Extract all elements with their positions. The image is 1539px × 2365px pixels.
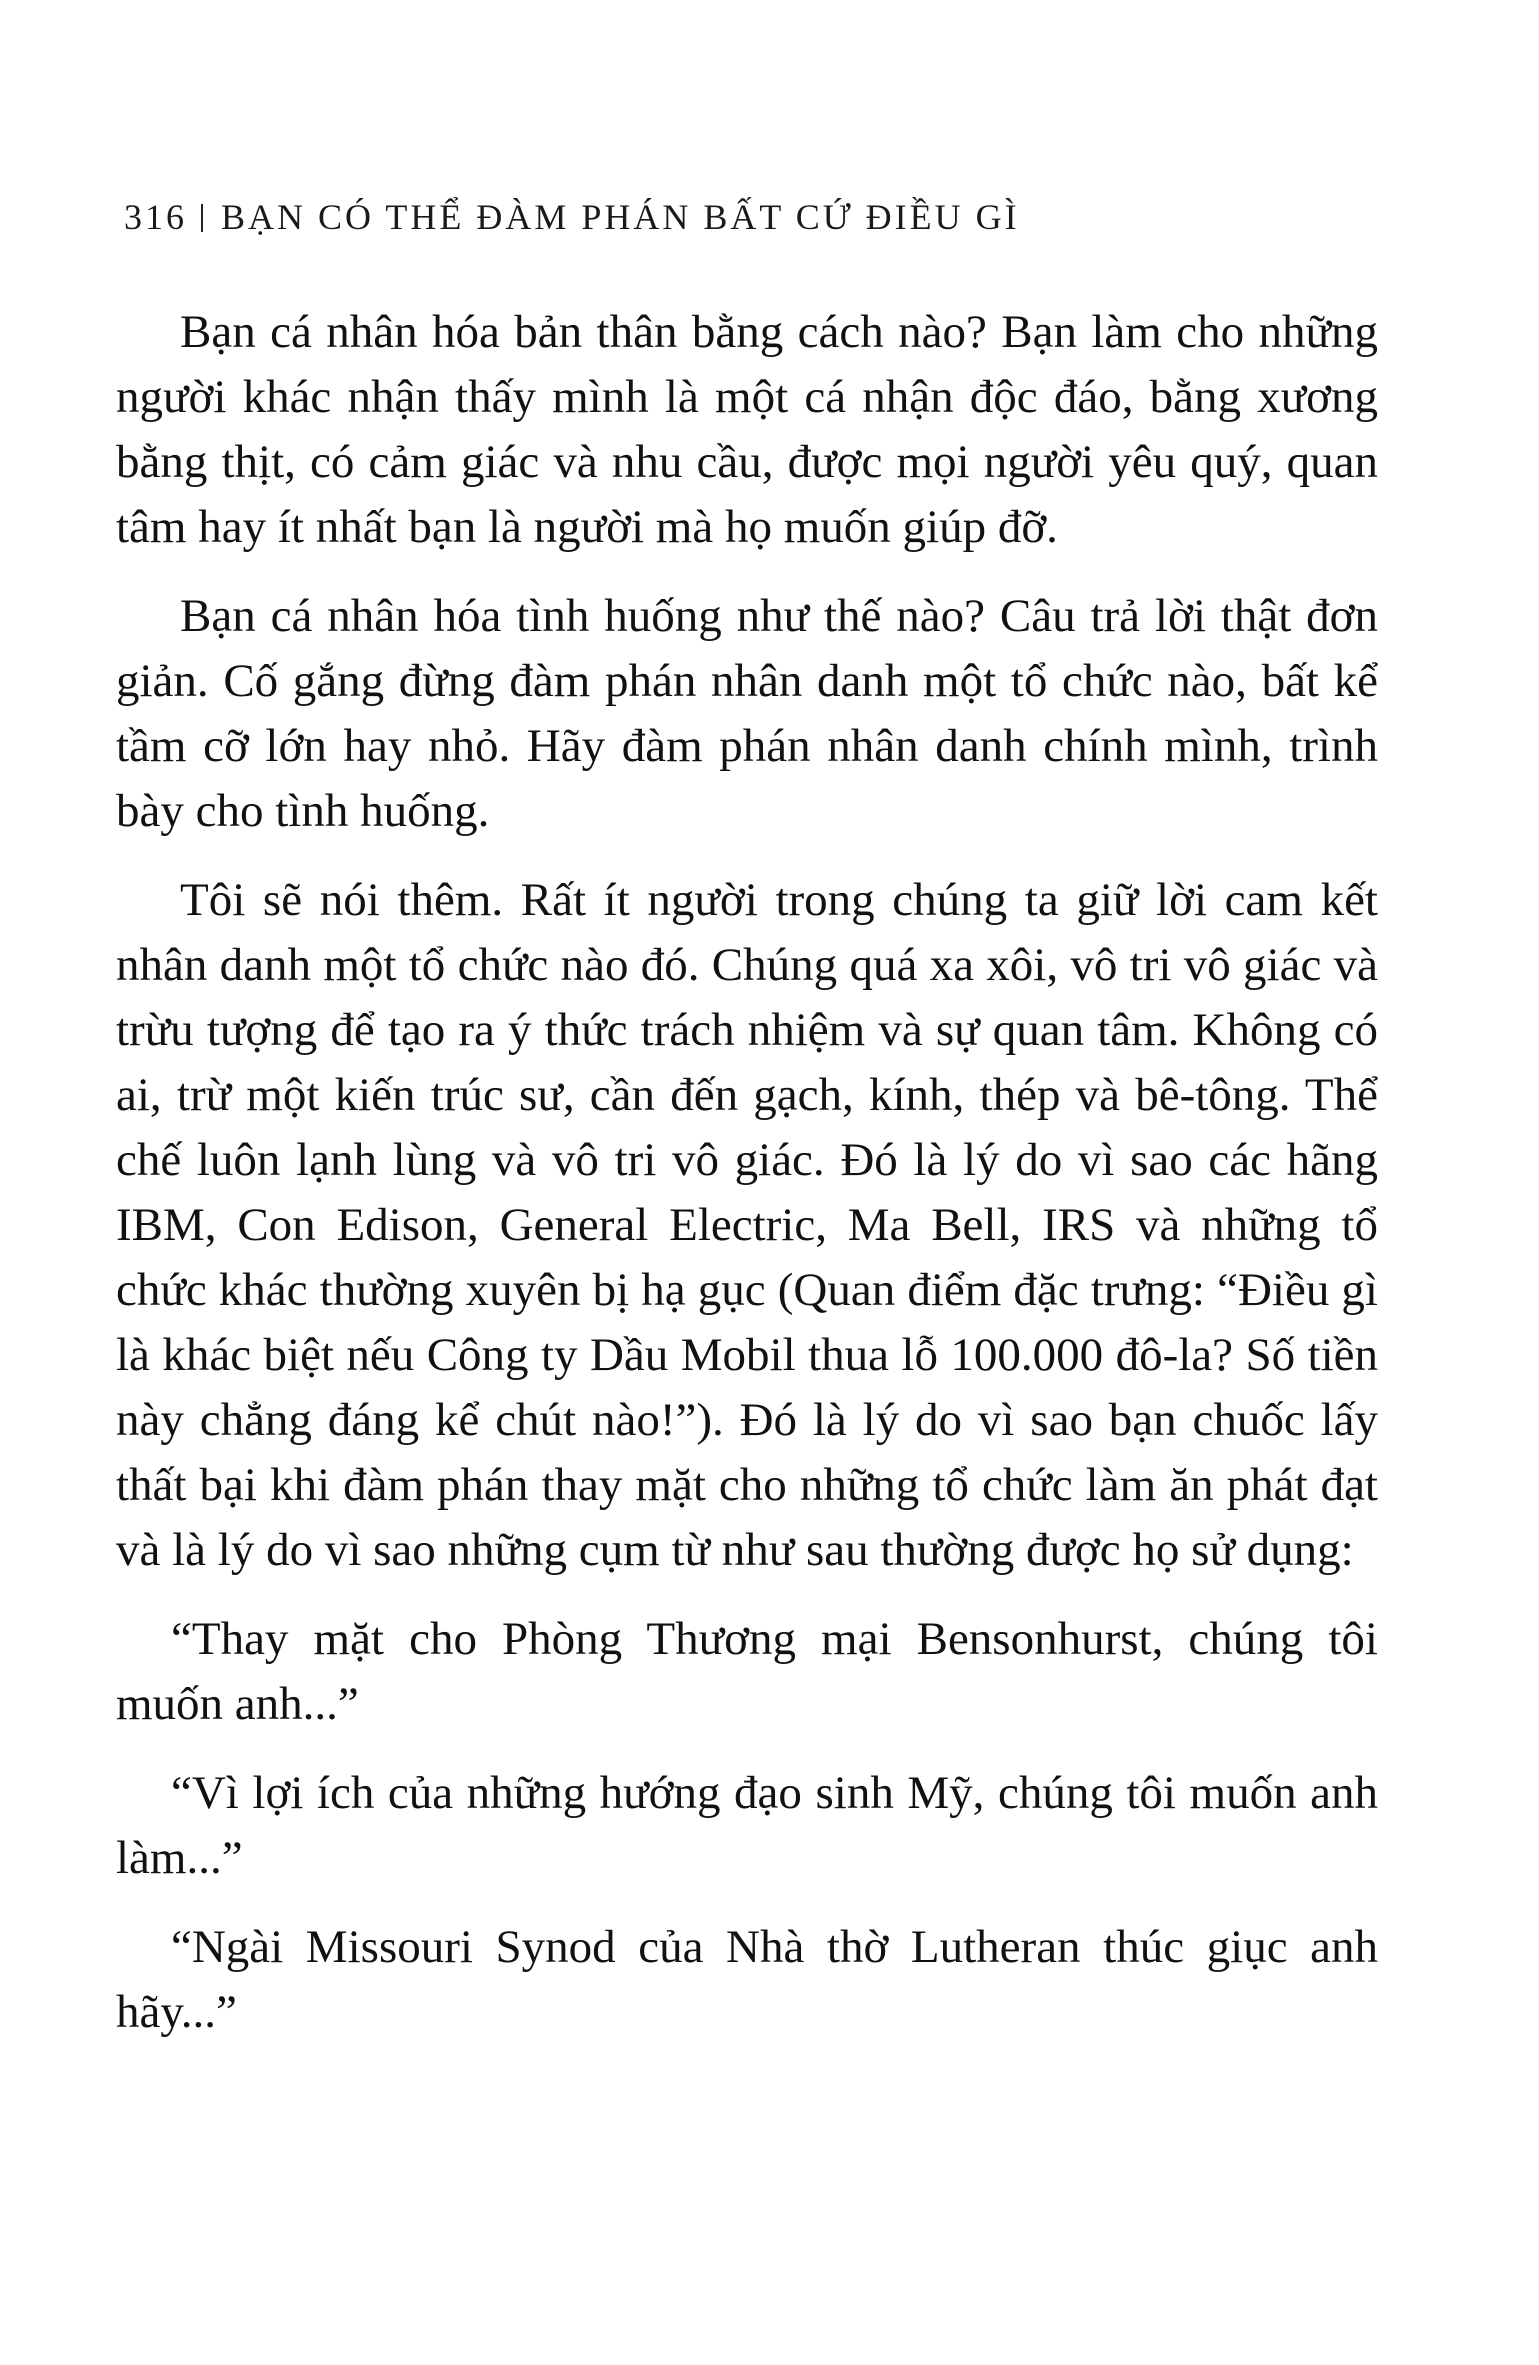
paragraph: Tôi sẽ nói thêm. Rất ít người trong chúng ta giữ lời cam kết nhân danh một tổ chức nào đó. Chúng quá xa xôi, vô tri vô giác và trừu tượng để tạo ra ý thức trách nhiệm và sự quan tâm. Không có ai, trừ một kiến trúc sư, cần đến gạch, kính, thép và bê-tông. Thể chế luôn lạnh lùng và vô tri vô giác. Đó là lý do vì sao các hãng IBM, Con Edison, General Electric, Ma Bell, IRS và những tổ chức khác thường xuyên bị hạ gục (Quan điểm đặc trưng: “Điều gì là khác biệt nếu Công ty Dầu Mobil thua lỗ 100.000 đô-la? Số tiền này chẳng đáng kể chút nào!”). Đó là lý do vì sao bạn chuốc lấy thất bại khi đàm phán thay mặt cho những tổ chức làm ăn phát đạt và là lý do vì sao những cụm từ như sau thường được họ sử dụng: [116, 874, 1378, 1576]
quote-paragraph: “Thay mặt cho Phòng Thương mại Bensonhurst, chúng tôi muốn anh...” [116, 1613, 1378, 1730]
paragraph: Bạn cá nhân hóa tình huống như thế nào? Câu trả lời thật đơn giản. Cố gắng đừng đàm phán nhân danh một tổ chức nào, bất kể tầm cỡ lớn hay nhỏ. Hãy đàm phán nhân danh chính mình, trình bày cho tình huống. [116, 590, 1378, 837]
body-text [116, 300, 1378, 2069]
running-head [124, 196, 1020, 238]
quote-paragraph: “Ngài Missouri Synod của Nhà thờ Lutheran thúc giục anh hãy...” [116, 1921, 1378, 2038]
page-number: 316 [124, 197, 187, 237]
quote-paragraph: “Vì lợi ích của những hướng đạo sinh Mỹ, chúng tôi muốn anh làm...” [116, 1767, 1378, 1884]
header-divider [201, 204, 203, 232]
paragraph: Bạn cá nhân hóa bản thân bằng cách nào? Bạn làm cho những người khác nhận thấy mình là một cá nhận độc đáo, bằng xương bằng thịt, có cảm giác và nhu cầu, được mọi người yêu quý, quan tâm hay ít nhất bạn là người mà họ muốn giúp đỡ. [116, 306, 1378, 553]
book-title: BẠN CÓ THỂ ĐÀM PHÁN BẤT CỨ ĐIỀU GÌ [221, 197, 1020, 237]
